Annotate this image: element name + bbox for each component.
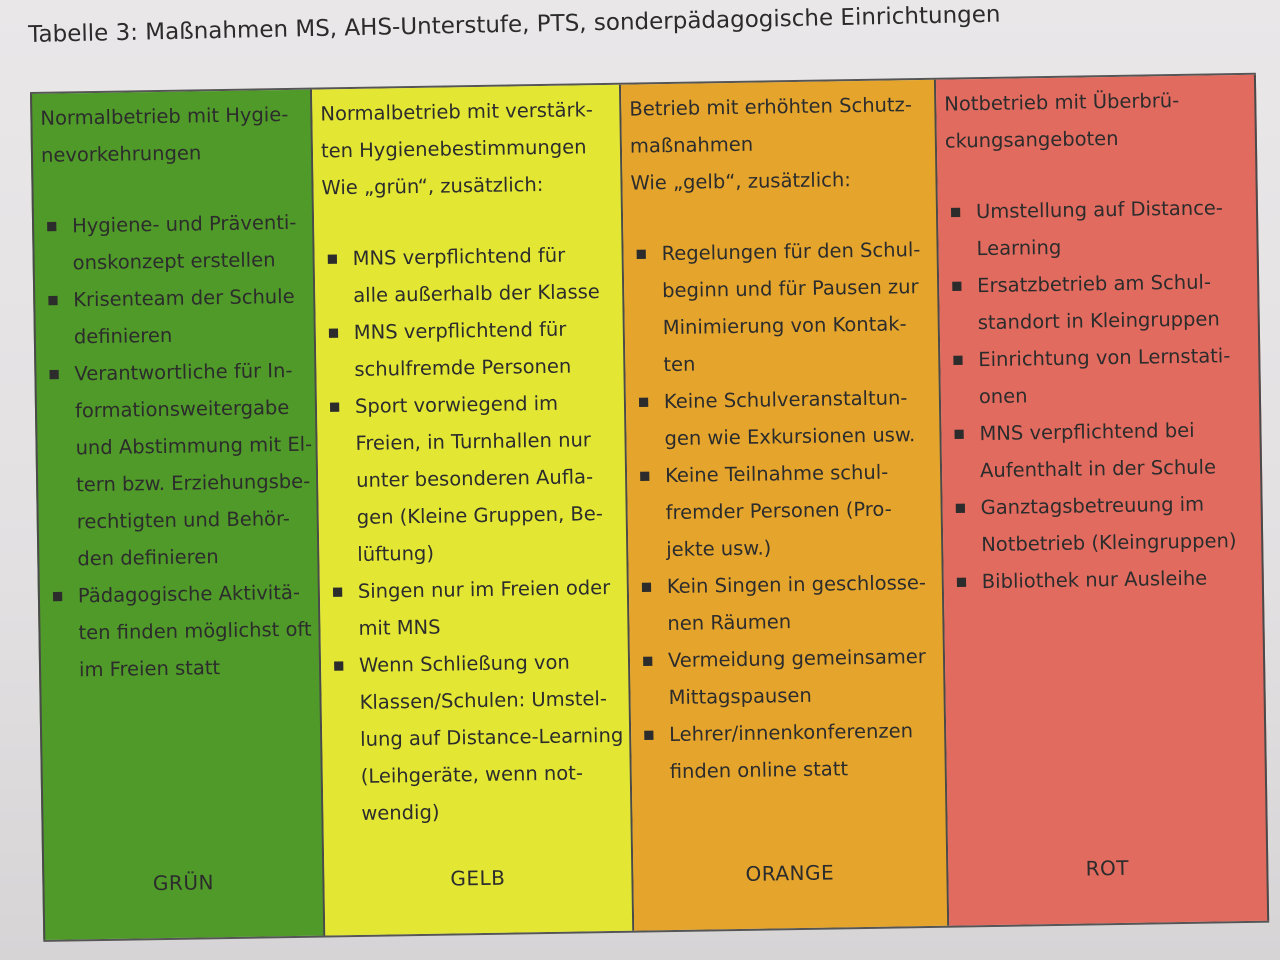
- column-header-line: ckungsangeboten: [944, 126, 1119, 153]
- level-label-orange: ORANGE: [745, 860, 835, 886]
- square-bullet-icon: ■: [637, 394, 650, 409]
- list-item-text: onen: [978, 384, 1028, 409]
- list-item-text: Freien, in Turnhallen nur: [355, 428, 592, 455]
- list-item-text: Vermeidung gemeinsamer: [667, 645, 927, 673]
- list-item: [322, 236, 616, 315]
- column-header-line: Notbetrieb mit Überbrü-: [944, 88, 1180, 116]
- list-item-text: Kein Singen in geschlosse-: [666, 570, 927, 599]
- list-item: [42, 204, 307, 282]
- square-bullet-icon: ■: [952, 352, 964, 367]
- measure-list: [42, 204, 314, 689]
- list-item: [950, 485, 1255, 564]
- column-header: [629, 86, 930, 202]
- list-item-text: Aufenthalt in der Schule: [979, 455, 1217, 483]
- square-bullet-icon: ■: [328, 399, 341, 414]
- list-item: [639, 712, 939, 791]
- list-item-text: beginn und für Pausen zur: [662, 275, 919, 303]
- list-item: [48, 574, 314, 689]
- list-item-text: und Abstimmung mit El-: [75, 432, 313, 460]
- list-item-text: MNS verpflichtend für: [353, 317, 567, 344]
- list-item: [638, 638, 938, 717]
- column-rot: [936, 75, 1269, 926]
- list-item: [946, 189, 1251, 268]
- list-item-text: definieren: [73, 323, 173, 349]
- list-item-text: standort in Kleingruppen: [977, 307, 1220, 335]
- square-bullet-icon: ■: [48, 366, 60, 381]
- column-gruen: [30, 90, 325, 940]
- list-item-text: Ganztagsbetreuung im: [980, 492, 1205, 520]
- list-item-text: im Freien statt: [78, 656, 221, 682]
- list-item-text: den definieren: [77, 545, 219, 571]
- list-item: [949, 411, 1254, 490]
- square-bullet-icon: ■: [949, 204, 962, 219]
- column-header: [40, 96, 305, 174]
- list-item-text: Singen nur im Freien oder: [357, 575, 611, 603]
- measure-list: [946, 189, 1256, 601]
- list-item: [634, 379, 934, 458]
- column-header-line: Normalbetrieb mit Hygie-: [40, 102, 289, 130]
- list-item: [325, 384, 621, 574]
- list-item-text: (Leihgeräte, wenn not-: [360, 761, 584, 788]
- list-item-text: Keine Teilnahme schul-: [664, 460, 889, 488]
- list-item-text: Pädagogische Aktivitä-: [77, 580, 301, 608]
- list-item-text: finden online statt: [669, 757, 849, 784]
- square-bullet-icon: ■: [953, 426, 965, 441]
- list-item-text: Einrichtung von Lernstati-: [978, 344, 1231, 372]
- list-item-text: Krisenteam der Schule: [73, 284, 295, 312]
- column-header-line: Normalbetrieb mit verstärk-: [320, 98, 594, 126]
- list-item-text: fremder Personen (Pro-: [665, 497, 892, 525]
- list-item-text: Learning: [976, 235, 1062, 261]
- list-item-text: unter besonderen Aufla-: [355, 465, 594, 492]
- list-item: [637, 564, 937, 643]
- list-item: [948, 337, 1253, 416]
- level-label-rot: ROT: [1085, 855, 1130, 881]
- square-bullet-icon: ■: [332, 658, 345, 673]
- column-header-line: Wie „gelb“, zusätzlich:: [630, 168, 851, 195]
- square-bullet-icon: ■: [951, 278, 963, 293]
- column-header-line: ten Hygienebestimmungen: [320, 135, 587, 163]
- list-item-text: Keine Schulveranstaltun-: [663, 386, 908, 414]
- list-item-text: mit MNS: [358, 615, 441, 640]
- square-bullet-icon: ■: [327, 325, 340, 340]
- list-item-text: nen Räumen: [667, 610, 792, 636]
- measures-table: [30, 73, 1269, 942]
- list-item-text: Sport vorwiegend im: [354, 391, 559, 418]
- list-item-text: Bibliothek nur Ausleihe: [981, 566, 1208, 594]
- list-item: [44, 352, 311, 578]
- square-bullet-icon: ■: [326, 251, 339, 266]
- list-item-text: rechtigten und Behör-: [76, 506, 290, 534]
- list-item: [635, 453, 936, 569]
- list-item: [329, 643, 625, 833]
- measure-list: [631, 231, 939, 791]
- list-item-text: ten: [663, 352, 696, 377]
- list-item-text: alle außerhalb der Klasse: [353, 280, 600, 307]
- list-item-text: Mittagspausen: [668, 683, 812, 710]
- level-label-gelb: GELB: [450, 865, 506, 891]
- list-item-text: Notbetrieb (Kleingruppen): [981, 529, 1237, 557]
- list-item-text: Umstellung auf Distance-: [975, 196, 1224, 224]
- column-header-line: nevorkehrungen: [40, 141, 202, 167]
- list-item-text: wendig): [361, 800, 440, 825]
- column-gelb: [312, 85, 634, 936]
- measure-list: [322, 236, 624, 833]
- list-item-text: lung auf Distance-Learning: [360, 723, 624, 751]
- list-item-text: formationsweitergabe: [74, 395, 290, 423]
- list-item: [631, 231, 932, 384]
- column-header: [320, 91, 615, 207]
- list-item: [947, 263, 1252, 342]
- column-header-line: maßnahmen: [629, 132, 754, 158]
- column-header: [944, 81, 1249, 160]
- square-bullet-icon: ■: [955, 574, 968, 589]
- square-bullet-icon: ■: [45, 218, 58, 233]
- list-item-text: Lehrer/innenkonferenzen: [668, 719, 914, 747]
- list-item-text: tern bzw. Erziehungsbe-: [75, 469, 311, 497]
- column-orange: [621, 80, 949, 931]
- square-bullet-icon: ■: [638, 468, 651, 483]
- list-item-text: Minimierung von Kontak-: [662, 312, 907, 340]
- list-item-text: Wenn Schließung von: [358, 650, 570, 677]
- list-item-text: lüftung): [357, 541, 435, 566]
- square-bullet-icon: ■: [640, 579, 653, 594]
- square-bullet-icon: ■: [641, 653, 654, 668]
- list-item-text: Regelungen für den Schul-: [661, 238, 921, 266]
- table-caption: Tabelle 3: Maßnahmen MS, AHS-Unterstufe, PTS, sonderpädagogische Einrichtungen: [28, 1, 1001, 48]
- level-label-gruen: GRÜN: [152, 870, 215, 896]
- list-item-text: schulfremde Personen: [354, 354, 572, 381]
- column-header-line: Betrieb mit erhöhten Schutz-: [629, 93, 913, 121]
- list-item: [324, 310, 618, 389]
- list-item-text: MNS verpflichtend bei: [979, 418, 1195, 446]
- list-item-text: jekte usw.): [666, 536, 772, 562]
- list-item-text: ten finden möglichst oft: [78, 617, 312, 645]
- list-item-text: gen wie Exkursionen usw.: [664, 423, 916, 451]
- column-header-line: Wie „grün“, zusätzlich:: [321, 172, 544, 200]
- list-item: [952, 559, 1257, 601]
- list-item-text: onskonzept erstellen: [72, 248, 276, 275]
- square-bullet-icon: ■: [635, 246, 648, 261]
- list-item: [43, 278, 308, 356]
- list-item-text: gen (Kleine Gruppen, Be-: [356, 502, 603, 529]
- square-bullet-icon: ■: [331, 584, 344, 599]
- square-bullet-icon: ■: [47, 292, 59, 307]
- list-item-text: Hygiene- und Präventi-: [71, 210, 297, 238]
- list-item-text: Verantwortliche für In-: [74, 358, 293, 386]
- square-bullet-icon: ■: [51, 588, 64, 603]
- square-bullet-icon: ■: [954, 500, 967, 515]
- list-item-text: Ersatzbetrieb am Schul-: [976, 270, 1212, 298]
- list-item: [328, 569, 622, 648]
- square-bullet-icon: ■: [643, 727, 655, 742]
- list-item-text: Klassen/Schulen: Umstel-: [359, 687, 608, 714]
- list-item-text: MNS verpflichtend für: [352, 243, 566, 270]
